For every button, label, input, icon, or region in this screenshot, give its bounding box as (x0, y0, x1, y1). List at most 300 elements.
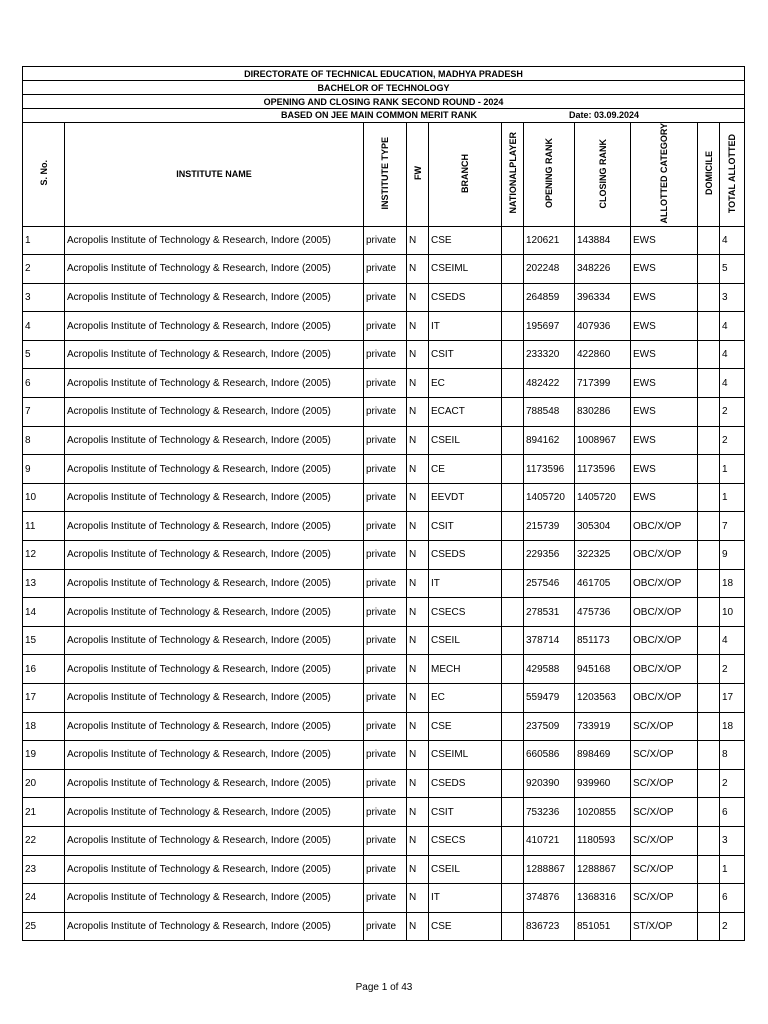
table-row (23, 798, 745, 827)
cell-closing: 830286 (575, 398, 631, 427)
cell-type: private (364, 598, 407, 627)
table-row (23, 283, 745, 312)
cell-sno: 21 (23, 798, 65, 827)
cell-category: OBC/X/OP (631, 512, 698, 541)
cell-opening: 1173596 (524, 455, 575, 484)
cell-domicile (698, 655, 720, 684)
title-line: DIRECTORATE OF TECHNICAL EDUCATION, MADHYA PRADESH (23, 67, 745, 81)
cell-opening: 894162 (524, 426, 575, 455)
cell-type: private (364, 369, 407, 398)
table-row (23, 826, 745, 855)
cell-type: private (364, 769, 407, 798)
rank-sheet (22, 66, 744, 941)
cell-category: OBC/X/OP (631, 598, 698, 627)
table-row (23, 684, 745, 713)
cell-category: SC/X/OP (631, 798, 698, 827)
cell-branch: IT (429, 569, 502, 598)
cell-branch: CSEDS (429, 541, 502, 570)
col-category: ALLOTTED CATEGORY (631, 123, 698, 227)
table-row (23, 255, 745, 284)
table-row (23, 655, 745, 684)
cell-opening: 378714 (524, 626, 575, 655)
table-row (23, 226, 745, 255)
cell-institute: Acropolis Institute of Technology & Research, Indore (2005) (65, 226, 364, 255)
cell-closing: 1203563 (575, 684, 631, 713)
cell-sno: 14 (23, 598, 65, 627)
cell-fw: N (407, 684, 429, 713)
cell-national (502, 855, 524, 884)
cell-domicile (698, 226, 720, 255)
cell-type: private (364, 684, 407, 713)
cell-fw: N (407, 283, 429, 312)
cell-closing: 396334 (575, 283, 631, 312)
cell-sno: 15 (23, 626, 65, 655)
cell-closing: 407936 (575, 312, 631, 341)
cell-institute: Acropolis Institute of Technology & Research, Indore (2005) (65, 855, 364, 884)
cell-category: EWS (631, 426, 698, 455)
cell-domicile (698, 741, 720, 770)
col-sno: S. No. (23, 123, 65, 227)
cell-domicile (698, 426, 720, 455)
cell-type: private (364, 426, 407, 455)
cell-type: private (364, 655, 407, 684)
cell-type: private (364, 283, 407, 312)
cell-domicile (698, 512, 720, 541)
cell-institute: Acropolis Institute of Technology & Research, Indore (2005) (65, 626, 364, 655)
cell-fw: N (407, 398, 429, 427)
table-row (23, 426, 745, 455)
cell-closing: 322325 (575, 541, 631, 570)
cell-type: private (364, 312, 407, 341)
table-body (23, 226, 745, 941)
cell-sno: 2 (23, 255, 65, 284)
cell-institute: Acropolis Institute of Technology & Research, Indore (2005) (65, 826, 364, 855)
cell-total: 17 (720, 684, 745, 713)
table-row (23, 541, 745, 570)
cell-category: ST/X/OP (631, 912, 698, 941)
cell-national (502, 598, 524, 627)
cell-opening: 278531 (524, 598, 575, 627)
cell-domicile (698, 769, 720, 798)
cell-category: SC/X/OP (631, 884, 698, 913)
cell-institute: Acropolis Institute of Technology & Research, Indore (2005) (65, 255, 364, 284)
cell-category: EWS (631, 398, 698, 427)
cell-national (502, 255, 524, 284)
cell-opening: 120621 (524, 226, 575, 255)
cell-type: private (364, 855, 407, 884)
cell-branch: CSECS (429, 598, 502, 627)
cell-branch: EC (429, 684, 502, 713)
cell-branch: ECACT (429, 398, 502, 427)
cell-domicile (698, 255, 720, 284)
cell-sno: 12 (23, 541, 65, 570)
cell-institute: Acropolis Institute of Technology & Research, Indore (2005) (65, 684, 364, 713)
cell-fw: N (407, 483, 429, 512)
cell-branch: CSEIL (429, 855, 502, 884)
basis-row (23, 109, 745, 123)
col-national: NATIONALPLAYER (502, 123, 524, 227)
cell-institute: Acropolis Institute of Technology & Research, Indore (2005) (65, 398, 364, 427)
cell-fw: N (407, 312, 429, 341)
cell-domicile (698, 712, 720, 741)
cell-total: 6 (720, 798, 745, 827)
cell-category: OBC/X/OP (631, 569, 698, 598)
cell-category: OBC/X/OP (631, 655, 698, 684)
cell-category: EWS (631, 483, 698, 512)
cell-fw: N (407, 798, 429, 827)
cell-closing: 1008967 (575, 426, 631, 455)
cell-institute: Acropolis Institute of Technology & Research, Indore (2005) (65, 312, 364, 341)
cell-total: 1 (720, 455, 745, 484)
cell-domicile (698, 855, 720, 884)
cell-institute: Acropolis Institute of Technology & Research, Indore (2005) (65, 283, 364, 312)
cell-sno: 23 (23, 855, 65, 884)
cell-sno: 25 (23, 912, 65, 941)
cell-fw: N (407, 884, 429, 913)
cell-sno: 7 (23, 398, 65, 427)
cell-national (502, 398, 524, 427)
cell-category: SC/X/OP (631, 769, 698, 798)
cell-opening: 195697 (524, 312, 575, 341)
cell-total: 1 (720, 483, 745, 512)
cell-fw: N (407, 455, 429, 484)
cell-closing: 717399 (575, 369, 631, 398)
cell-domicile (698, 569, 720, 598)
cell-closing: 422860 (575, 340, 631, 369)
cell-type: private (364, 483, 407, 512)
date-text: Date: 03.09.2024 (569, 110, 640, 120)
cell-branch: CSIT (429, 340, 502, 369)
cell-branch: CSEIML (429, 255, 502, 284)
cell-branch: CSIT (429, 798, 502, 827)
cell-closing: 1173596 (575, 455, 631, 484)
cell-fw: N (407, 426, 429, 455)
title-line: BACHELOR OF TECHNOLOGY (23, 81, 745, 95)
cell-sno: 5 (23, 340, 65, 369)
cell-national (502, 569, 524, 598)
cell-opening: 788548 (524, 398, 575, 427)
cell-national (502, 712, 524, 741)
cell-fw: N (407, 569, 429, 598)
cell-sno: 3 (23, 283, 65, 312)
cell-fw: N (407, 855, 429, 884)
column-header-row (23, 123, 745, 227)
cell-sno: 11 (23, 512, 65, 541)
cell-fw: N (407, 741, 429, 770)
cell-sno: 1 (23, 226, 65, 255)
cell-branch: CSEIL (429, 626, 502, 655)
col-fw: FW (407, 123, 429, 227)
cell-total: 18 (720, 569, 745, 598)
col-closing: CLOSING RANK (575, 123, 631, 227)
cell-total: 2 (720, 398, 745, 427)
cell-domicile (698, 912, 720, 941)
cell-branch: CSE (429, 912, 502, 941)
cell-national (502, 684, 524, 713)
cell-type: private (364, 912, 407, 941)
cell-domicile (698, 798, 720, 827)
table-row (23, 855, 745, 884)
cell-opening: 257546 (524, 569, 575, 598)
cell-category: OBC/X/OP (631, 541, 698, 570)
cell-type: private (364, 455, 407, 484)
table-row (23, 455, 745, 484)
cell-closing: 348226 (575, 255, 631, 284)
cell-national (502, 798, 524, 827)
cell-branch: CSE (429, 712, 502, 741)
cell-national (502, 769, 524, 798)
cell-closing: 945168 (575, 655, 631, 684)
cell-domicile (698, 541, 720, 570)
cell-fw: N (407, 598, 429, 627)
cell-national (502, 912, 524, 941)
cell-national (502, 884, 524, 913)
cell-domicile (698, 398, 720, 427)
cell-sno: 18 (23, 712, 65, 741)
cell-category: EWS (631, 312, 698, 341)
cell-sno: 22 (23, 826, 65, 855)
table-row (23, 884, 745, 913)
cell-national (502, 741, 524, 770)
table-row (23, 398, 745, 427)
cell-domicile (698, 684, 720, 713)
cell-opening: 229356 (524, 541, 575, 570)
cell-fw: N (407, 369, 429, 398)
cell-type: private (364, 712, 407, 741)
cell-closing: 851051 (575, 912, 631, 941)
cell-opening: 410721 (524, 826, 575, 855)
cell-closing: 898469 (575, 741, 631, 770)
cell-fw: N (407, 712, 429, 741)
cell-total: 4 (720, 226, 745, 255)
cell-fw: N (407, 769, 429, 798)
table-row (23, 312, 745, 341)
cell-type: private (364, 255, 407, 284)
cell-closing: 1288867 (575, 855, 631, 884)
cell-domicile (698, 483, 720, 512)
page-footer: Page 1 of 43 (355, 982, 413, 993)
col-total: TOTAL ALLOTTED (720, 123, 745, 227)
cell-fw: N (407, 255, 429, 284)
table-row (23, 598, 745, 627)
cell-national (502, 226, 524, 255)
cell-type: private (364, 826, 407, 855)
cell-branch: EEVDT (429, 483, 502, 512)
cell-institute: Acropolis Institute of Technology & Research, Indore (2005) (65, 541, 364, 570)
cell-domicile (698, 826, 720, 855)
cell-category: OBC/X/OP (631, 626, 698, 655)
cell-total: 4 (720, 312, 745, 341)
col-domicile: DOMICILE (698, 123, 720, 227)
cell-category: EWS (631, 283, 698, 312)
cell-closing: 1020855 (575, 798, 631, 827)
cell-closing: 461705 (575, 569, 631, 598)
cell-closing: 475736 (575, 598, 631, 627)
cell-category: OBC/X/OP (631, 684, 698, 713)
cell-type: private (364, 226, 407, 255)
cell-category: EWS (631, 369, 698, 398)
cell-sno: 9 (23, 455, 65, 484)
cell-opening: 264859 (524, 283, 575, 312)
cell-type: private (364, 398, 407, 427)
cell-domicile (698, 884, 720, 913)
cell-category: SC/X/OP (631, 712, 698, 741)
cell-institute: Acropolis Institute of Technology & Research, Indore (2005) (65, 369, 364, 398)
cell-opening: 836723 (524, 912, 575, 941)
cell-institute: Acropolis Institute of Technology & Research, Indore (2005) (65, 884, 364, 913)
cell-institute: Acropolis Institute of Technology & Research, Indore (2005) (65, 712, 364, 741)
cell-type: private (364, 626, 407, 655)
cell-type: private (364, 741, 407, 770)
cell-branch: IT (429, 312, 502, 341)
cell-institute: Acropolis Institute of Technology & Research, Indore (2005) (65, 426, 364, 455)
cell-opening: 1405720 (524, 483, 575, 512)
cell-national (502, 483, 524, 512)
cell-opening: 215739 (524, 512, 575, 541)
cell-institute: Acropolis Institute of Technology & Research, Indore (2005) (65, 340, 364, 369)
cell-national (502, 312, 524, 341)
cell-sno: 16 (23, 655, 65, 684)
cell-branch: CE (429, 455, 502, 484)
cell-closing: 851173 (575, 626, 631, 655)
cell-category: SC/X/OP (631, 826, 698, 855)
cell-institute: Acropolis Institute of Technology & Research, Indore (2005) (65, 912, 364, 941)
cell-total: 3 (720, 826, 745, 855)
cell-domicile (698, 369, 720, 398)
table-row (23, 369, 745, 398)
cell-branch: CSE (429, 226, 502, 255)
cell-category: SC/X/OP (631, 855, 698, 884)
cell-national (502, 426, 524, 455)
cell-fw: N (407, 626, 429, 655)
cell-total: 6 (720, 884, 745, 913)
cell-closing: 143884 (575, 226, 631, 255)
cell-institute: Acropolis Institute of Technology & Research, Indore (2005) (65, 569, 364, 598)
cell-closing: 1180593 (575, 826, 631, 855)
cell-sno: 10 (23, 483, 65, 512)
cell-total: 4 (720, 369, 745, 398)
cell-institute: Acropolis Institute of Technology & Research, Indore (2005) (65, 598, 364, 627)
cell-sno: 20 (23, 769, 65, 798)
cell-type: private (364, 340, 407, 369)
table-row (23, 769, 745, 798)
cell-sno: 17 (23, 684, 65, 713)
cell-opening: 1288867 (524, 855, 575, 884)
cell-closing: 1405720 (575, 483, 631, 512)
cell-total: 8 (720, 741, 745, 770)
cell-opening: 753236 (524, 798, 575, 827)
cell-domicile (698, 626, 720, 655)
cell-opening: 202248 (524, 255, 575, 284)
cell-type: private (364, 541, 407, 570)
cell-branch: CSEDS (429, 283, 502, 312)
cell-category: EWS (631, 255, 698, 284)
cell-opening: 233320 (524, 340, 575, 369)
cell-national (502, 455, 524, 484)
cell-institute: Acropolis Institute of Technology & Research, Indore (2005) (65, 512, 364, 541)
title-line: OPENING AND CLOSING RANK SECOND ROUND - 2024 (23, 95, 745, 109)
cell-domicile (698, 340, 720, 369)
cell-domicile (698, 598, 720, 627)
cell-closing: 733919 (575, 712, 631, 741)
cell-sno: 13 (23, 569, 65, 598)
col-branch: BRANCH (429, 123, 502, 227)
cell-total: 7 (720, 512, 745, 541)
cell-closing: 939960 (575, 769, 631, 798)
cell-branch: IT (429, 884, 502, 913)
col-type: INSTITUTE TYPE (364, 123, 407, 227)
cell-type: private (364, 512, 407, 541)
cell-national (502, 655, 524, 684)
cell-total: 10 (720, 598, 745, 627)
rank-table (22, 66, 745, 941)
cell-opening: 660586 (524, 741, 575, 770)
cell-opening: 920390 (524, 769, 575, 798)
cell-fw: N (407, 826, 429, 855)
cell-opening: 559479 (524, 684, 575, 713)
cell-national (502, 826, 524, 855)
table-row (23, 712, 745, 741)
cell-total: 4 (720, 626, 745, 655)
cell-opening: 482422 (524, 369, 575, 398)
cell-branch: CSEIL (429, 426, 502, 455)
cell-total: 2 (720, 426, 745, 455)
cell-fw: N (407, 512, 429, 541)
table-row (23, 512, 745, 541)
cell-national (502, 541, 524, 570)
cell-type: private (364, 569, 407, 598)
cell-sno: 19 (23, 741, 65, 770)
cell-fw: N (407, 912, 429, 941)
cell-fw: N (407, 340, 429, 369)
cell-category: SC/X/OP (631, 741, 698, 770)
cell-branch: CSECS (429, 826, 502, 855)
cell-category: EWS (631, 226, 698, 255)
cell-category: EWS (631, 340, 698, 369)
cell-national (502, 626, 524, 655)
cell-domicile (698, 312, 720, 341)
cell-opening: 429588 (524, 655, 575, 684)
table-row (23, 340, 745, 369)
cell-sno: 4 (23, 312, 65, 341)
cell-total: 9 (720, 541, 745, 570)
cell-category: EWS (631, 455, 698, 484)
table-row (23, 912, 745, 941)
cell-national (502, 283, 524, 312)
cell-fw: N (407, 655, 429, 684)
col-opening: OPENING RANK (524, 123, 575, 227)
cell-closing: 1368316 (575, 884, 631, 913)
cell-domicile (698, 455, 720, 484)
cell-type: private (364, 884, 407, 913)
cell-total: 3 (720, 283, 745, 312)
table-row (23, 483, 745, 512)
cell-total: 2 (720, 912, 745, 941)
cell-national (502, 512, 524, 541)
table-row (23, 741, 745, 770)
cell-sno: 6 (23, 369, 65, 398)
table-row (23, 626, 745, 655)
cell-branch: EC (429, 369, 502, 398)
cell-fw: N (407, 541, 429, 570)
cell-institute: Acropolis Institute of Technology & Research, Indore (2005) (65, 769, 364, 798)
cell-national (502, 340, 524, 369)
col-institute: INSTITUTE NAME (65, 123, 364, 227)
cell-total: 18 (720, 712, 745, 741)
cell-institute: Acropolis Institute of Technology & Research, Indore (2005) (65, 655, 364, 684)
cell-institute: Acropolis Institute of Technology & Research, Indore (2005) (65, 741, 364, 770)
cell-type: private (364, 798, 407, 827)
